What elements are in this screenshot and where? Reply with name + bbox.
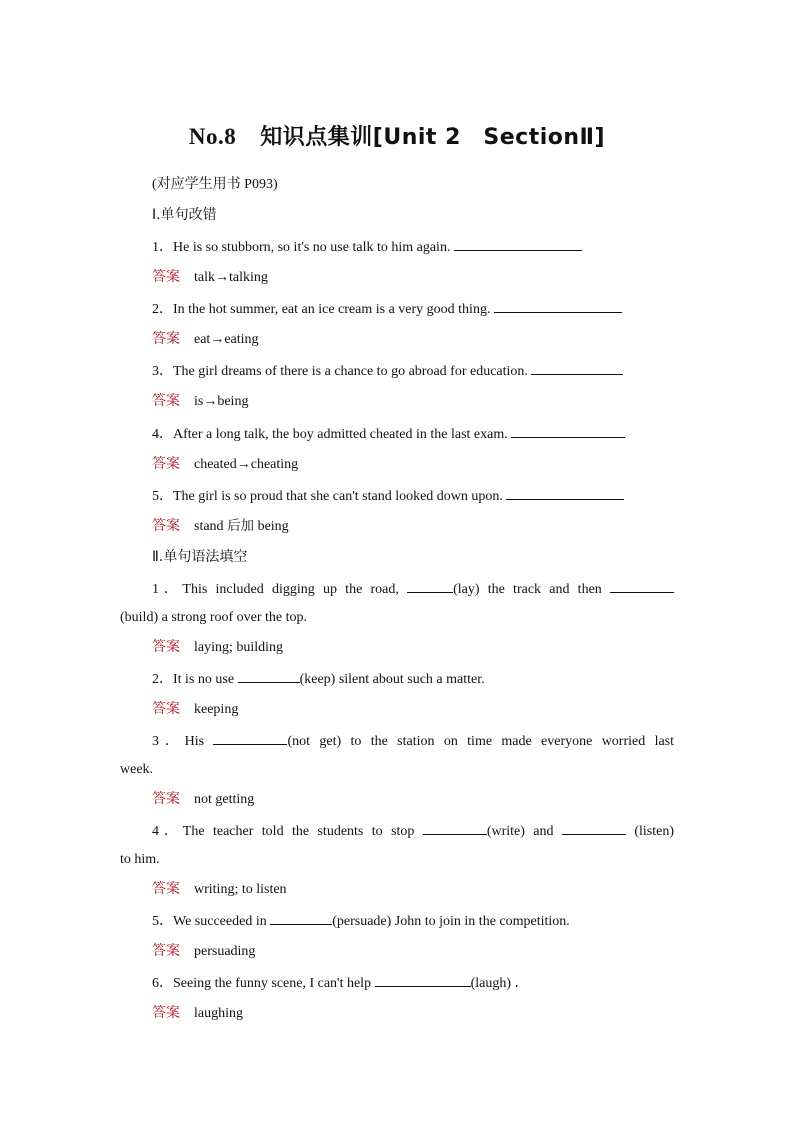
answer-label: 答案 [152,639,180,655]
question-1-3: 3．The girl dreams of there is a chance to go abroad for education. [152,361,674,381]
question-1-1: 1．He is so stubborn, so it's no use talk to him again. [152,237,674,257]
title-number: No.8 [188,124,237,149]
answer-label: 答案 [152,456,180,472]
answer-1-1: 答案 talk→talking [152,269,268,285]
answer-2-4: 答案 writing; to listen [152,881,287,897]
answer-2-6: 答案 laughing [152,1005,243,1021]
answer-2-3: 答案 not getting [152,791,255,807]
question-2-6: 6．Seeing the funny scene, I can't help (laugh) ． [152,973,674,993]
answer-2-2: 答案 keeping [152,701,239,717]
title-text: 知识点集训[Unit 2 SectionⅡ] [260,125,606,150]
answer-blank [506,486,624,500]
answer-label: 答案 [152,269,180,285]
answer-blank [270,911,332,925]
answer-label: 答案 [152,701,180,717]
answer-label: 答案 [152,881,180,897]
answer-2-5: 答案 persuading [152,943,256,959]
answer-blank [423,821,487,835]
answer-label: 答案 [152,331,180,347]
question-2-1: 1．This included digging up the road, (lay) the track and then [152,579,674,599]
page-title [0,120,794,151]
answer-blank [407,579,453,593]
book-reference: (对应学生用书 P093) [152,177,278,192]
answer-1-5: 答案 stand 后加 being [152,518,289,534]
answer-label: 答案 [152,943,180,959]
question-2-5: 5．We succeeded in (persuade) John to join in the competition. [152,911,674,931]
question-2-2: 2．It is no use (keep) silent about such a matter. [152,669,674,689]
question-1-2: 2．In the hot summer, eat an ice cream is a very good thing. [152,299,674,319]
answer-blank [375,973,471,987]
answer-1-2: 答案 eat→eating [152,331,259,347]
answer-label: 答案 [152,518,180,534]
question-2-4: 4．The teacher told the students to stop (write) and (listen) [152,821,674,841]
answer-1-4: 答案 cheated→cheating [152,456,299,472]
answer-blank [511,424,625,438]
answer-blank [610,579,674,593]
answer-blank [531,361,623,375]
answer-label: 答案 [152,791,180,807]
answer-blank [562,821,626,835]
question-1-5: 5．The girl is so proud that she can't stand looked down upon. [152,486,674,506]
answer-blank [213,731,287,745]
question-1-4: 4．After a long talk, the boy admitted cheated in the last exam. [152,424,674,444]
answer-2-1: 答案 laying; building [152,639,284,655]
question-2-3: 3．His (not get) to the station on time made everyone worried last [152,731,674,751]
question-2-3-cont: week. [120,762,154,777]
answer-blank [494,299,622,313]
answer-1-3: 答案 is→being [152,393,249,409]
answer-blank [454,237,582,251]
section-heading-1: Ⅰ.单句改错 [152,207,217,223]
answer-label: 答案 [152,1005,180,1021]
answer-label: 答案 [152,393,180,409]
section-heading-2: Ⅱ.单句语法填空 [152,549,248,565]
question-2-1-cont: (build) a strong roof over the top. [120,610,308,625]
question-2-4-cont: to him. [120,852,160,867]
answer-blank [238,669,300,683]
